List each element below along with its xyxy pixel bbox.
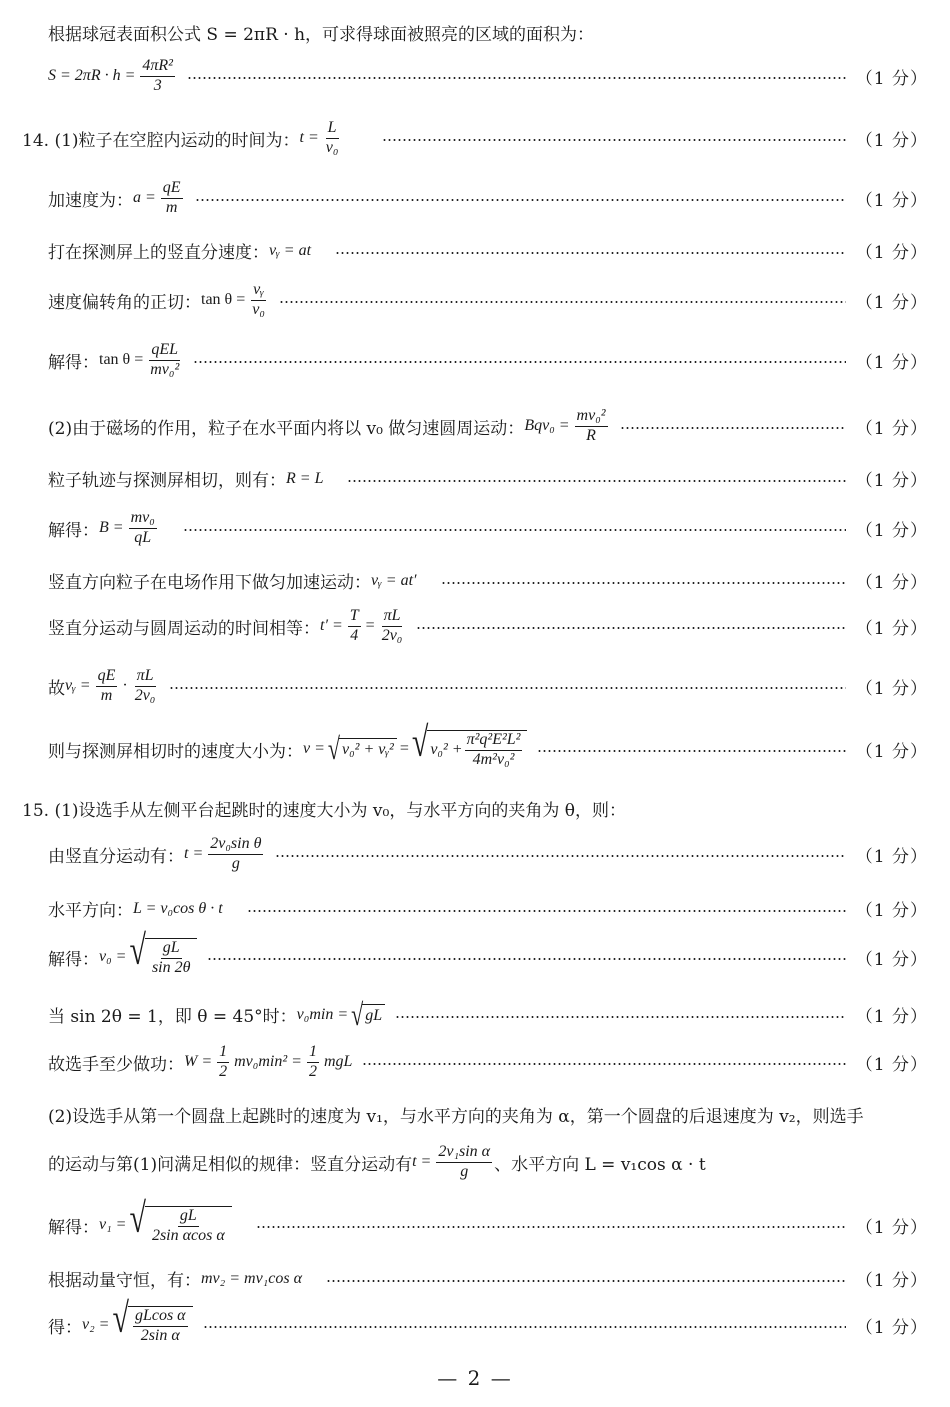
score: （1 分） bbox=[855, 1317, 928, 1338]
formula: v = √ v₀² + vᵧ² = √ v₀² + $\frac{\text{π²q²E²L²}}{\text{4m²v₀²}}$ bbox=[303, 730, 527, 769]
leader-dots bbox=[382, 139, 845, 141]
score: （1 分） bbox=[855, 1054, 928, 1075]
leader-dots bbox=[347, 480, 845, 482]
leader-dots bbox=[247, 910, 846, 912]
score: （1 分） bbox=[855, 573, 928, 593]
leader-dots bbox=[183, 529, 846, 531]
formula: t = $\frac{\text{2v₁sin α}}{g}$ bbox=[412, 1143, 491, 1180]
score: （1 分） bbox=[855, 846, 928, 867]
formula: Bqv₀ = $\frac{\text{mv₀²}}{R}$ bbox=[524, 407, 606, 444]
text-line: (2)设选手从第一个圆盘上起跳时的速度为 v₁，与水平方向的夹角为 α，第一个圆盘的后退速度为 v₂，则选手 bbox=[48, 1107, 864, 1127]
leader-dots bbox=[537, 750, 845, 752]
page-number: — 2 — bbox=[437, 1366, 513, 1390]
score: （1 分） bbox=[855, 292, 928, 313]
score: （1 分） bbox=[855, 190, 928, 211]
leader-dots bbox=[441, 582, 846, 584]
formula: tan θ = $\frac{\text{vᵧ}}{\text{v₀}}$ bbox=[201, 281, 265, 318]
scored-line: 打在探测屏上的竖直分速度： vᵧ = at （1 分） bbox=[48, 238, 928, 263]
leader-dots bbox=[335, 252, 846, 254]
scored-line: 解得： v₀ = √ $\frac{gL}{\sin 2\theta}$ （1 分） bbox=[48, 927, 928, 976]
leader-dots bbox=[187, 77, 846, 79]
score: （1 分） bbox=[855, 1217, 928, 1238]
scored-line: 故选手至少做功： W = $\frac{1}{2}$ mv₀min² = $\frac{1}{2}$ mgL （1 分） bbox=[48, 1043, 928, 1080]
score: （1 分） bbox=[855, 418, 928, 439]
score: （1 分） bbox=[855, 1007, 928, 1027]
leader-dots bbox=[169, 687, 845, 689]
scored-line bbox=[48, 58, 928, 95]
score: （1 分） bbox=[855, 901, 928, 921]
formula: v₀min = √ gL bbox=[297, 1004, 385, 1026]
score: （1 分） bbox=[855, 678, 928, 699]
text-line: 的运动与第(1)问满足相似的规律：竖直分运动有 t = $\frac{\text{2v₁sin α}}{g}$ 、水平方向 L = v₁cos α · t bbox=[48, 1143, 706, 1180]
leader-dots bbox=[207, 958, 845, 960]
score: （1 分） bbox=[855, 618, 928, 639]
formula: vᵧ = at′ bbox=[371, 571, 417, 589]
formula: vᵧ = $\frac{qE}{m}$ · $\frac{\pi L}{\text{2v₀}}$ bbox=[65, 667, 156, 704]
leader-dots bbox=[195, 199, 846, 201]
formula: vᵧ = at bbox=[269, 241, 312, 259]
score: （1 分） bbox=[855, 68, 928, 89]
scored-line: 解得： B = $\frac{\text{mv₀}}{qL}$ （1 分） bbox=[48, 509, 928, 546]
scored-line: 根据动量守恒，有： mv₂ = mv₁cos α （1 分） bbox=[48, 1266, 928, 1291]
scored-line: 由竖直分运动有： t = $\frac{\text{2v₀sin θ}}{g}$ （1 分） bbox=[48, 835, 928, 872]
leader-dots bbox=[416, 627, 845, 629]
scored-line: 解得： tan θ = $\frac{\text{qEL}}{\text{mv₀²}}$ （1 分） bbox=[48, 341, 928, 378]
formula: B = $\frac{\text{mv₀}}{qL}$ bbox=[99, 509, 155, 546]
score: （1 分） bbox=[855, 471, 928, 491]
leader-dots bbox=[395, 1016, 846, 1018]
scored-line: (2)由于磁场的作用，粒子在水平面内将以 v₀ 做匀速圆周运动： Bqv₀ = $\frac{\text{mv₀²}}{R}$ （1 分） bbox=[48, 407, 928, 444]
leader-dots bbox=[193, 361, 846, 363]
formula: t′ = $\frac{T}{4}$ = $\frac{\pi L}{\text{2v₀}}$ bbox=[320, 607, 403, 644]
score: （1 分） bbox=[855, 243, 928, 263]
leader-dots bbox=[620, 427, 846, 429]
formula: t = $\frac{\text{2v₀sin θ}}{g}$ bbox=[184, 835, 262, 872]
leader-dots bbox=[279, 301, 846, 303]
leader-dots bbox=[203, 1326, 846, 1328]
scored-line: 则与探测屏相切时的速度大小为： v = √ v₀² + vᵧ² = √ v₀² + $\frac{\text{π²q²E²L²}}{\text{4m²v₀²}}$ （1 分） bbox=[48, 719, 928, 768]
score: （1 分） bbox=[855, 130, 928, 151]
leader-dots bbox=[275, 855, 845, 857]
formula: S = 2πR · h = $\frac{\text{4πR²}}{3}$ bbox=[48, 57, 173, 94]
formula: L = v₀cos θ · t bbox=[133, 899, 223, 917]
scored-line: 14. (1)粒子在空腔内运动的时间为： t = $\frac{L}{\text{v₀}}$ （1 分） bbox=[22, 119, 928, 156]
scored-line: 竖直分运动与圆周运动的时间相等： t′ = $\frac{T}{4}$ = $\frac{\pi L}{\text{2v₀}}$ （1 分） bbox=[48, 607, 928, 644]
formula: v₀ = √ $\frac{gL}{\sin 2\theta}$ bbox=[99, 938, 197, 977]
score: （1 分） bbox=[855, 949, 928, 970]
formula: mv₂ = mv₁cos α bbox=[201, 1269, 302, 1287]
leader-dots bbox=[326, 1280, 846, 1282]
text-line: 15. (1)设选手从左侧平台起跳时的速度大小为 v₀，与水平方向的夹角为 θ，则： bbox=[22, 801, 626, 821]
formula: tan θ = $\frac{\text{qEL}}{\text{mv₀²}}$ bbox=[99, 341, 180, 378]
scored-line: 水平方向： L = v₀cos θ · t （1 分） bbox=[48, 896, 928, 921]
scored-line: 得： v₂ = √ $\frac{\text{gLcos α}}{\text{2sin α}}$ （1 分） bbox=[48, 1295, 928, 1344]
text-line: 根据球冠表面积公式 S = 2πR · h，可求得球面被照亮的区域的面积为： bbox=[48, 25, 595, 45]
formula: W = $\frac{1}{2}$ mv₀min² = $\frac{1}{2}$ mgL bbox=[184, 1043, 353, 1080]
score: （1 分） bbox=[855, 352, 928, 373]
formula: v₁ = √ $\frac{gL}{\text{2sin αcos α}}$ bbox=[99, 1206, 232, 1245]
leader-dots bbox=[362, 1063, 845, 1065]
scored-line: 故 vᵧ = $\frac{qE}{m}$ · $\frac{\pi L}{\text{2v₀}}$ （1 分） bbox=[48, 667, 928, 704]
formula: t = $\frac{L}{\text{v₀}}$ bbox=[299, 119, 339, 156]
score: （1 分） bbox=[855, 741, 928, 762]
leader-dots bbox=[256, 1226, 846, 1228]
scored-line: 速度偏转角的正切： tan θ = $\frac{\text{vᵧ}}{\text{v₀}}$ （1 分） bbox=[48, 281, 928, 318]
scored-line: 加速度为： a = $\frac{qE}{m}$ （1 分） bbox=[48, 179, 928, 216]
scored-line: 粒子轨迹与探测屏相切，则有： R = L （1 分） bbox=[48, 466, 928, 491]
scored-line: 解得： v₁ = √ $\frac{gL}{\text{2sin αcos α}}$ （1 分） bbox=[48, 1195, 928, 1244]
scored-line: 竖直方向粒子在电场作用下做匀加速运动： vᵧ = at′ （1 分） bbox=[48, 568, 928, 593]
scored-line: 当 sin 2θ = 1，即 θ = 45°时： v₀min = √ gL （1 分） bbox=[48, 996, 928, 1032]
formula: a = $\frac{qE}{m}$ bbox=[133, 179, 181, 216]
formula: v₂ = √ $\frac{\text{gLcos α}}{\text{2sin α}}$ bbox=[82, 1306, 193, 1345]
score: （1 分） bbox=[855, 1271, 928, 1291]
score: （1 分） bbox=[855, 520, 928, 541]
formula: R = L bbox=[286, 469, 324, 487]
